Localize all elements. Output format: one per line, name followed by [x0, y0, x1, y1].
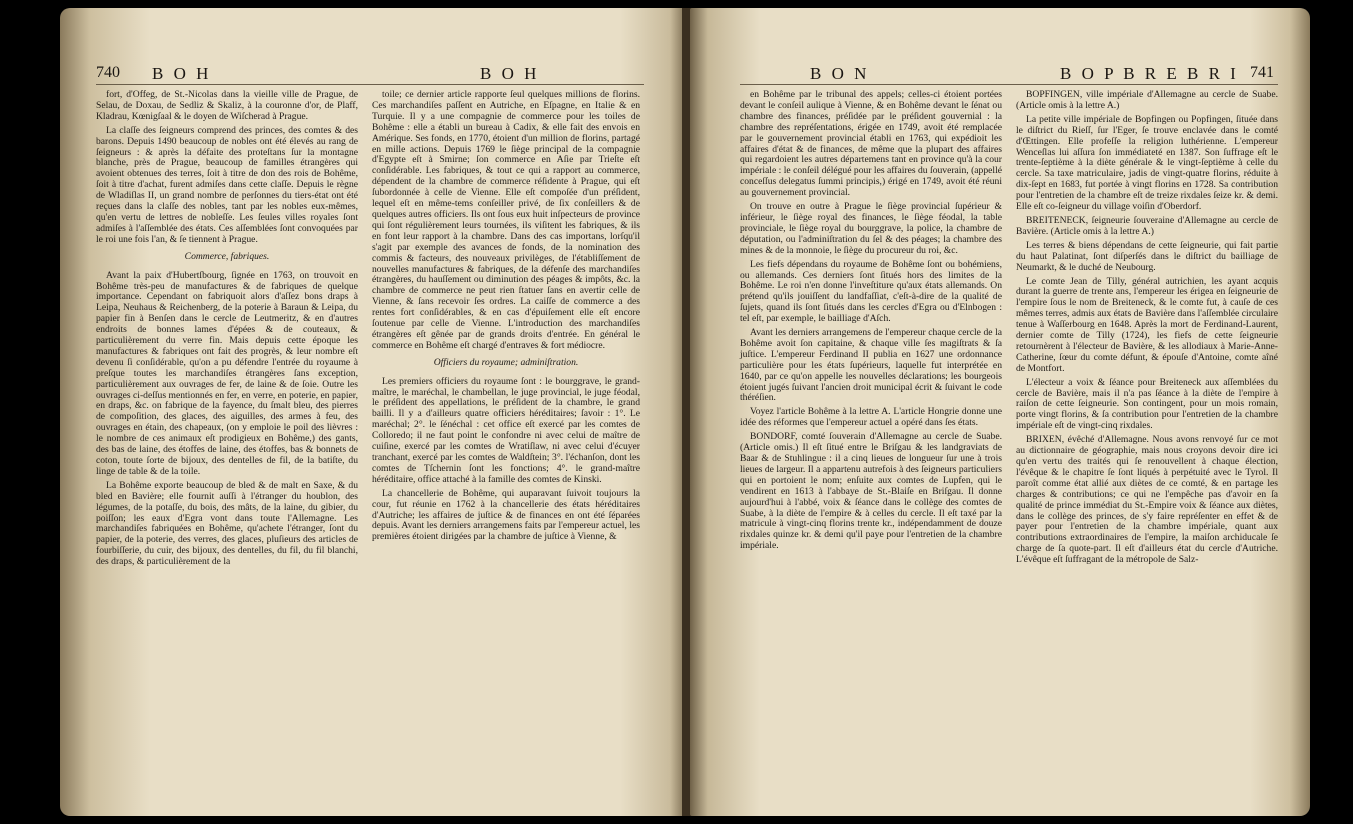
- paragraph: La claſſe des ſeigneurs comprend des princes, des comtes & des barons. Depuis 1490 beaucoup de nobles ont été élevés au rang de ſeigneurs : & après la défaite des proteſtans ſur la montagne blanche, près de Prague, beaucoup de familles étrangères qui avoient obtenues des terres, ſoit à titre de don des rois de Bohême, ſoit à titre d'achat, furent admiſes dans cette claſſe. Depuis le règne de Wladiſlas II, un grand nombre de perſonnes du tiers-état ont été reçues dans la claſſe des nobles, tant par les nobles eux-mêmes, qu'en vertu de lettres de nobleſſe. Les ſeules villes royales ſont admiſes à l'aſſemblée des états. Ces aſſemblées ſont convoquées par le roi une fois l'an, & ſe tiennent à Prague.: [96, 124, 358, 245]
- left-header-col2: B O H: [480, 64, 540, 83]
- section-heading: Officiers du royaume; adminiſtration.: [433, 356, 579, 368]
- section-heading: Commerce, fabriques.: [184, 250, 270, 262]
- paragraph: La Bohême exporte beaucoup de bled & de malt en Saxe, & du bled en Bavière; elle fournit auſſi à l'étranger du houblon, des légumes, de la potaſſe, du bois, des mâts, de la laine, du gibier, du poiſſon; les eaux d'Egra vont dans toute l'Allemagne. Les marchandiſes fabriquées en Bohême, qu'achete l'étranger, ſont du papier, de la poterie, des verres, des glaces, pluſieurs des articles de fourbiſſerie, du cuir, des bijoux, des dentelles, du fil, du fil blanchi, des draps, & particulièrement de la: [96, 479, 358, 568]
- paragraph: Le comte Jean de Tilly, général autrichien, les ayant acquis durant la guerre de trente ans, l'empereur les érigea en ſeigneurie de l'empire ſous le nom de Breiteneck, & le comte fut, à cauſe de ces mêmes terres, admis aux états de Bavière dans l'aſſemblée circulaire tenue à Waſſerbourg en 1648. Après la mort de Ferdinand-Laurent, dernier comte de Tilly (1724), les fiefs de cette ſeigneurie retournèrent à l'électeur de Bavière, & les allodiaux à Marie-Anne-Catherine, ſœur du comte défunt, & épouſe d'Antoine, comte aîné de Montfort.: [1016, 275, 1278, 374]
- left-column-2: [372, 90, 640, 546]
- paragraph: BREITENECK, ſeigneurie ſouveraine d'Allemagne au cercle de Bavière. (Article omis à la lettre A.): [1016, 214, 1278, 237]
- paragraph: BOPFINGEN, ville impériale d'Allemagne au cercle de Suabe. (Article omis à la lettre A.): [1016, 89, 1278, 111]
- left-page: [60, 8, 686, 816]
- right-column-2: [1016, 90, 1278, 569]
- paragraph: La petite ville impériale de Bopfingen ou Popfingen, ſituée dans le diſtrict du Rieſſ, ſur l'Eger, ſe trouve enclavée dans le comté d'Œttingen. Elle profeſſe la religion luthérienne. L'empereur Wenceſlas lui aſſura ſon immédiateté en 1387. Son ſuffrage eſt le trente-ſeptième à la diète générale & le vingt-ſeptième à celle du cercle. Sa taxe matriculaire, jadis de vingt-quatre florins, réduite à dix-ſept en 1683, fut portée à vingt florins en 1728. Sa contribution pour l'entretien de la chambre eſt de treize rixdales ſeize kr. & demi. Elle eſt co-ſeigneur du village voiſin d'Oberdorf.: [1016, 113, 1278, 213]
- right-header-col2: B O P B R E B R I: [1060, 64, 1239, 83]
- paragraph: L'électeur a voix & ſéance pour Breiteneck aux aſſemblées du cercle de Bavière, mais il n'a pas ſéance à la diète de l'empire à raiſon de cette ſeigneurie. Son contingent, pour un mois romain, porte vingt florins, & ſa contribution pour l'entretien de la chambre impériale eſt de vingt-cinq rixdales.: [1016, 376, 1278, 432]
- open-book: [60, 8, 1310, 816]
- paragraph: BONDORF, comté ſouverain d'Allemagne au cercle de Suabe. (Article omis.) Il eſt ſitué entre le Briſgau & les landgraviats de Baar & de Stuhlingue : il a cinq lieues de longueur ſur une à trois lieues de largeur. Il a appartenu autrefois à des ſeigneurs particuliers qui en portoient le nom; enſuite aux comtes de Lupfen, qui le vendirent en 1613 à l'abbaye de St.-Blaiſe en Briſgau. Il donne aujourd'hui à l'abbé, voix & ſéance dans le collège des comtes de Suabe, à la diète de l'empire & à celles du cercle. Il eſt taxé par la matricule à vingt-cinq florins trente kr., indépendamment de douze rixdales quinze kr. & demi qu'il paye pour l'entretien de la chambre impériale.: [740, 431, 1002, 552]
- paragraph: Voyez l'article Bohême à la lettre A. L'article Hongrie donne une idée des réformes que l'empereur actuel a opéré dans ſes états.: [740, 406, 1002, 429]
- paragraph: fort, d'Offeg, de St.-Nicolas dans la vieille ville de Prague, de Selau, de Doxau, de Sedliz & Skaliz, à la couronne d'or, de Plaff, Kladrau, Kœnigſaal & le doyen de Wiſcherad à Prague.: [96, 89, 358, 122]
- paragraph: Les premiers officiers du royaume ſont : le bourggrave, le grand-maître, le maréchal, le chambellan, le juge provincial, le juge féodal, le préſident des appellations, le préſident de la chambre, le grand bailli. Il y a d'ailleurs quatre officiers héréditaires; ſavoir : 1°. Le maréchal; 2°. le ſénéchal : cet office eſt exercé par les comtes de Colloredo; il ne faut point le confondre ni avec celui de maître de cuiſine, exercé par les comtes de Wratiſlaw, ni avec celui d'écuyer tranchant, exercé par les comtes de Waldſtein; 3°. l'échanſon, dont les comtes de Tſchernin ſont les fonctions; 4°. le grand-maître héréditaire, office attaché à la famille des comtes de Kinski.: [372, 375, 640, 485]
- paragraph: Les terres & biens dépendans de cette ſeigneurie, qui fait partie du haut Palatinat, ſont diſperſés dans le diſtrict du bailliage de Neumarkt, & le duché de Neubourg.: [1016, 239, 1278, 273]
- left-page-number: 740: [96, 64, 120, 81]
- paragraph: On trouve en outre à Prague le ſiège provincial ſupérieur & inférieur, le ſiège royal des finances, le ſiège féodal, la table provinciale, le ſiège royal du bourggrave, la police, la chambre de députation, ou l'adminiſtration du ſel & des péages; la chambre des mines & de la monnoie, le ſiège du procureur du roi, &c.: [740, 201, 1002, 256]
- right-header-col1: B O N: [810, 64, 870, 83]
- right-page: [690, 8, 1310, 816]
- right-column-1: [740, 90, 1002, 555]
- paragraph: La chancellerie de Bohême, qui auparavant ſuivoit toujours la cour, fut réunie en 1762 à la chancellerie des états héréditaires d'Autriche; les affaires de juſtice & de finances en ont été ſéparées depuis. Avant les derniers arrangemens faits par l'empereur actuel, les premières étoient dirigées par la chambre de juſtice à Vienne, &: [372, 487, 640, 543]
- right-header-rule: [740, 84, 1278, 85]
- left-column-1: [96, 90, 358, 571]
- paragraph: Les fiefs dépendans du royaume de Bohême ſont ou bohémiens, ou allemands. Ces derniers ſont ſitués hors des limites de la Bohême. Le roi n'en donne l'inveſtiture qu'aux états allemands. On prétend qu'ils jouiſſent du landfaſſiat, c'eſt-à-dire de la qualité de ſujets, quand ils ſont ſitués dans les cercles d'Egra ou d'Elnbogen : tel eſt, par exemple, le bailliage d'Aſch.: [740, 258, 1002, 325]
- left-header-rule: [96, 84, 644, 85]
- left-header-col1: B O H: [152, 64, 212, 83]
- paragraph: Avant la paix d'Hubertſbourg, ſignée en 1763, on trouvoit en Bohême très-peu de manufactures & de fabriques de quelque importance. Cependant on fabriquoit alors d'aſſez bons draps à Leipa, Neuhaus & Reichenberg, de la poterie à Baraun & Leipa, du papier fin à Benſen dans le cercle de Leutmeritz, & en d'autres endroits de bonnes lames d'épées & de couteaux, & particulièrement du verre fin. Mais depuis cette époque les manufactures & fabriques ont fait des progrès, & leur nombre eſt devenu ſi conſidérable, qu'on a pu défendre l'entrée du royaume à preſque toutes les marchandiſes étrangères ſans exception, particulièrement aux ouvrages de fer, de laine & de ſoie. Outre les ouvrages ci-deſſus mentionnés en fer, en verre, en poterie, en papier, en draps, &c. on fabrique de la fayence, du ſmalt bleu, des pierres de compoſition, des glaces, des aiguilles, des armes à feu, des ouvrages en étain, des chapeaux, (on y emploie le poil des lièvres : le nombre de ces animaux eſt prodigieux en Bohême,) des gants, des bas de laine, des étoffes de laine, des étoffes, bas & bonnets de coton, toute ſorte de bijoux, des dentelles de fil, de la batiſte, du linge de table & de la toile.: [96, 269, 358, 477]
- right-page-number: 741: [1250, 64, 1274, 81]
- paragraph: en Bohême par le tribunal des appels; celles-ci étoient portées devant le conſeil aulique à Vienne, & en Bohême devant le ſénat ou chambre des finances, préſidée par le préſident gouvernial : la chambre des repréſentations, érigée en 1749, avoit été remplacée par le gouvernement provincial établi en 1763, qui expédioit les affaires d'état & de finances, de même que la plupart des affaires qui regardoient les autres départemens tant en province qu'à la cour impériale : le conſeil délégué pour les affaires du ſouverain, (appellé conceſſus delegatus ſummi principis,) érigé en 1749, avoit été réuni au gouvernement provincial.: [740, 89, 1002, 199]
- paragraph: toile; ce dernier article rapporte ſeul quelques millions de florins. Ces marchandiſes paſſent en Autriche, en Eſpagne, en Italie & en Turquie. Il y a une compagnie de commerce pour les toiles de Bohême : elle a établi un bureau à Cadix, & elle fait des envois en Amérique. Ses fonds, en 1770, étoient d'un million de florins, partagé en mille actions. Depuis 1769 le ſiège principal de la compagnie d'Egypte eſt à Smirne; ſon commerce en Aſie par Trieſte eſt conſidérable. Les fabriques, & tout ce qui a rapport au commerce, dépendent de la chambre de commerce réſidente à Prague, qui eſt ſubordonnée à celle de Vienne. Elle eſt compoſée d'un préſident, lequel eſt en même-tems conſeiller privé, de ſix conſeillers & de quelques autres officiers. Ils ont ſous eux huit inſpecteurs de province qui ſont régulièrement leurs tournées, ils viſitent les fabriques, & ils en font leur rapport à la chambre. Dans des cas importans, lorſqu'il s'agit par exemple des avances de fonds, de la nomination des commis & facteurs, des nouveaux privilèges, de l'établiſſement de nouvelles manufactures & fabriques, de la défenſe des marchandiſes étrangères, du hauſſement ou diminution des péages & impôts, &c. la chambre de commerce ne peut rien ſtatuer ſans en avertir celle de Vienne, & ſans recevoir ſes ordres. La caiſſe de commerce a des rentes fort conſidérables, & en cas d'épuiſement elle eſt encore ſoutenue par celle de Vienne. L'introduction des marchandiſes étrangères eſt gênée par de grands droits d'entrée. En général le commerce en Bohême eſt chargé d'entraves & fort médiocre.: [372, 89, 640, 351]
- paragraph: Avant les derniers arrangemens de l'empereur chaque cercle de la Bohême avoit ſon capitaine, & chaque ville ſes magiſtrats & ſa juſtice. L'empereur Ferdinand II publia en 1627 une ordonnance particulière pour les états ſupérieurs, laquelle fut interprétée en 1640, par ce qu'on appelle les nouvelles déclarations; les bourgeois étoient jugés ſuivant l'ancien droit municipal écrit & ſuivant le code théréſien.: [740, 327, 1002, 404]
- paragraph: BRIXEN, évêché d'Allemagne. Nous avons renvoyé ſur ce mot au dictionnaire de géographie, mais nous croyons devoir dire ici qu'en vertu des traités qui ſe renouvellent à chaque élection, l'évêque & le chapitre ſe ſont liqués à perpétuité avec le Tyrol. Il paroît comme état allié aux diètes de ce comté, & en partage les charges & contributions; ce qui ne l'empêche pas d'avoir en ſa qualité de prince immédiat du St.-Empire voix & ſéance aux diètes, dans le collège des princes, de s'y faire repréſenter en effet & de payer pour l'entretien de la chambre impériale, quant aux contributions extraordinaires de l'empire, la maiſon archiducale ſe charge de ſa quote-part. Il eſt d'ailleurs état du cercle d'Autriche. L'évêque eſt ſuffragant de la métropole de Salz-: [1016, 434, 1278, 566]
